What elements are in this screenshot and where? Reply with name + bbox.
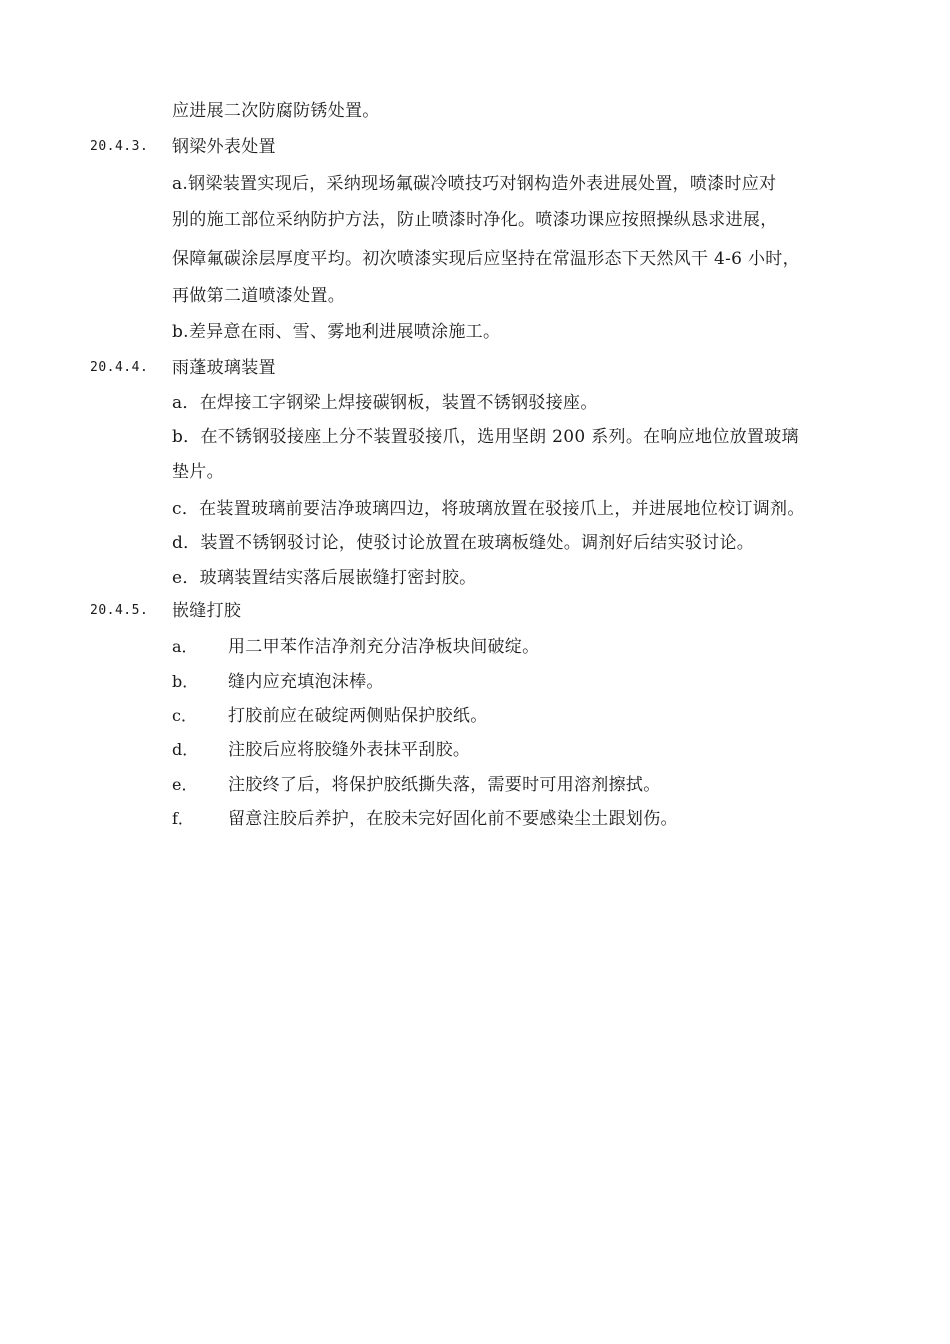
list-item: c．在装置玻璃前要洁净玻璃四边，将玻璃放置在驳接爪上，并进展地位校订调剂。 bbox=[172, 499, 805, 519]
list-item: 缝内应充填泡沫棒。 bbox=[228, 672, 384, 692]
paragraph-line: 再做第二道喷漆处置。 bbox=[172, 286, 345, 306]
paragraph-line: 别的施工部位采纳防护方法，防止喷漆时净化。喷漆功课应按照操纵恳求进展， bbox=[172, 210, 778, 230]
list-item: 打胶前应在破绽两侧贴保护胶纸。 bbox=[228, 706, 488, 726]
section-number: 20.4.3. bbox=[90, 139, 149, 154]
list-item: a．在焊接工字钢梁上焊接碳钢板，装置不锈钢驳接座。 bbox=[172, 393, 598, 413]
list-item: 垫片。 bbox=[172, 462, 224, 482]
list-item: e．玻璃装置结实落后展嵌缝打密封胶。 bbox=[172, 568, 477, 588]
list-item: 用二甲苯作洁净剂充分洁净板块间破绽。 bbox=[228, 637, 540, 657]
paragraph-line: b.差异意在雨、雪、雾地利进展喷涂施工。 bbox=[172, 322, 501, 342]
list-item: 注胶终了后，将保护胶纸撕失落，需要时可用溶剂擦拭。 bbox=[228, 775, 661, 795]
list-item: 注胶后应将胶缝外表抹平刮胶。 bbox=[228, 740, 471, 760]
list-marker: b． bbox=[172, 672, 199, 691]
list-marker: e． bbox=[172, 775, 198, 794]
list-item: d．装置不锈钢驳讨论，使驳讨论放置在玻璃板缝处。调剂好后结实驳讨论。 bbox=[172, 533, 755, 553]
continuation-text: 应进展二次防腐防锈处置。 bbox=[172, 101, 380, 121]
section-number: 20.4.5. bbox=[90, 603, 149, 618]
list-marker: f． bbox=[172, 809, 194, 828]
list-item: b．在不锈钢驳接座上分不装置驳接爪，选用坚朗 200 系列。在响应地位放置玻璃 bbox=[172, 427, 799, 447]
list-item: 留意注胶后养护，在胶未完好固化前不要感染尘土跟划伤。 bbox=[228, 809, 678, 829]
section-title: 雨蓬玻璃装置 bbox=[172, 358, 276, 378]
paragraph-line: a.钢梁装置实现后，采纳现场氟碳冷喷技巧对钢构造外表进展处置，喷漆时应对 bbox=[172, 174, 777, 194]
list-marker: c． bbox=[172, 706, 197, 725]
list-marker: d． bbox=[172, 740, 199, 759]
section-number: 20.4.4. bbox=[90, 360, 149, 375]
paragraph-line: 保障氟碳涂层厚度平均。初次喷漆实现后应坚持在常温形态下天然风干 4-6 小时， bbox=[172, 249, 800, 269]
section-title: 嵌缝打胶 bbox=[172, 601, 242, 621]
section-title: 钢梁外表处置 bbox=[172, 137, 276, 157]
list-marker: a． bbox=[172, 637, 198, 656]
